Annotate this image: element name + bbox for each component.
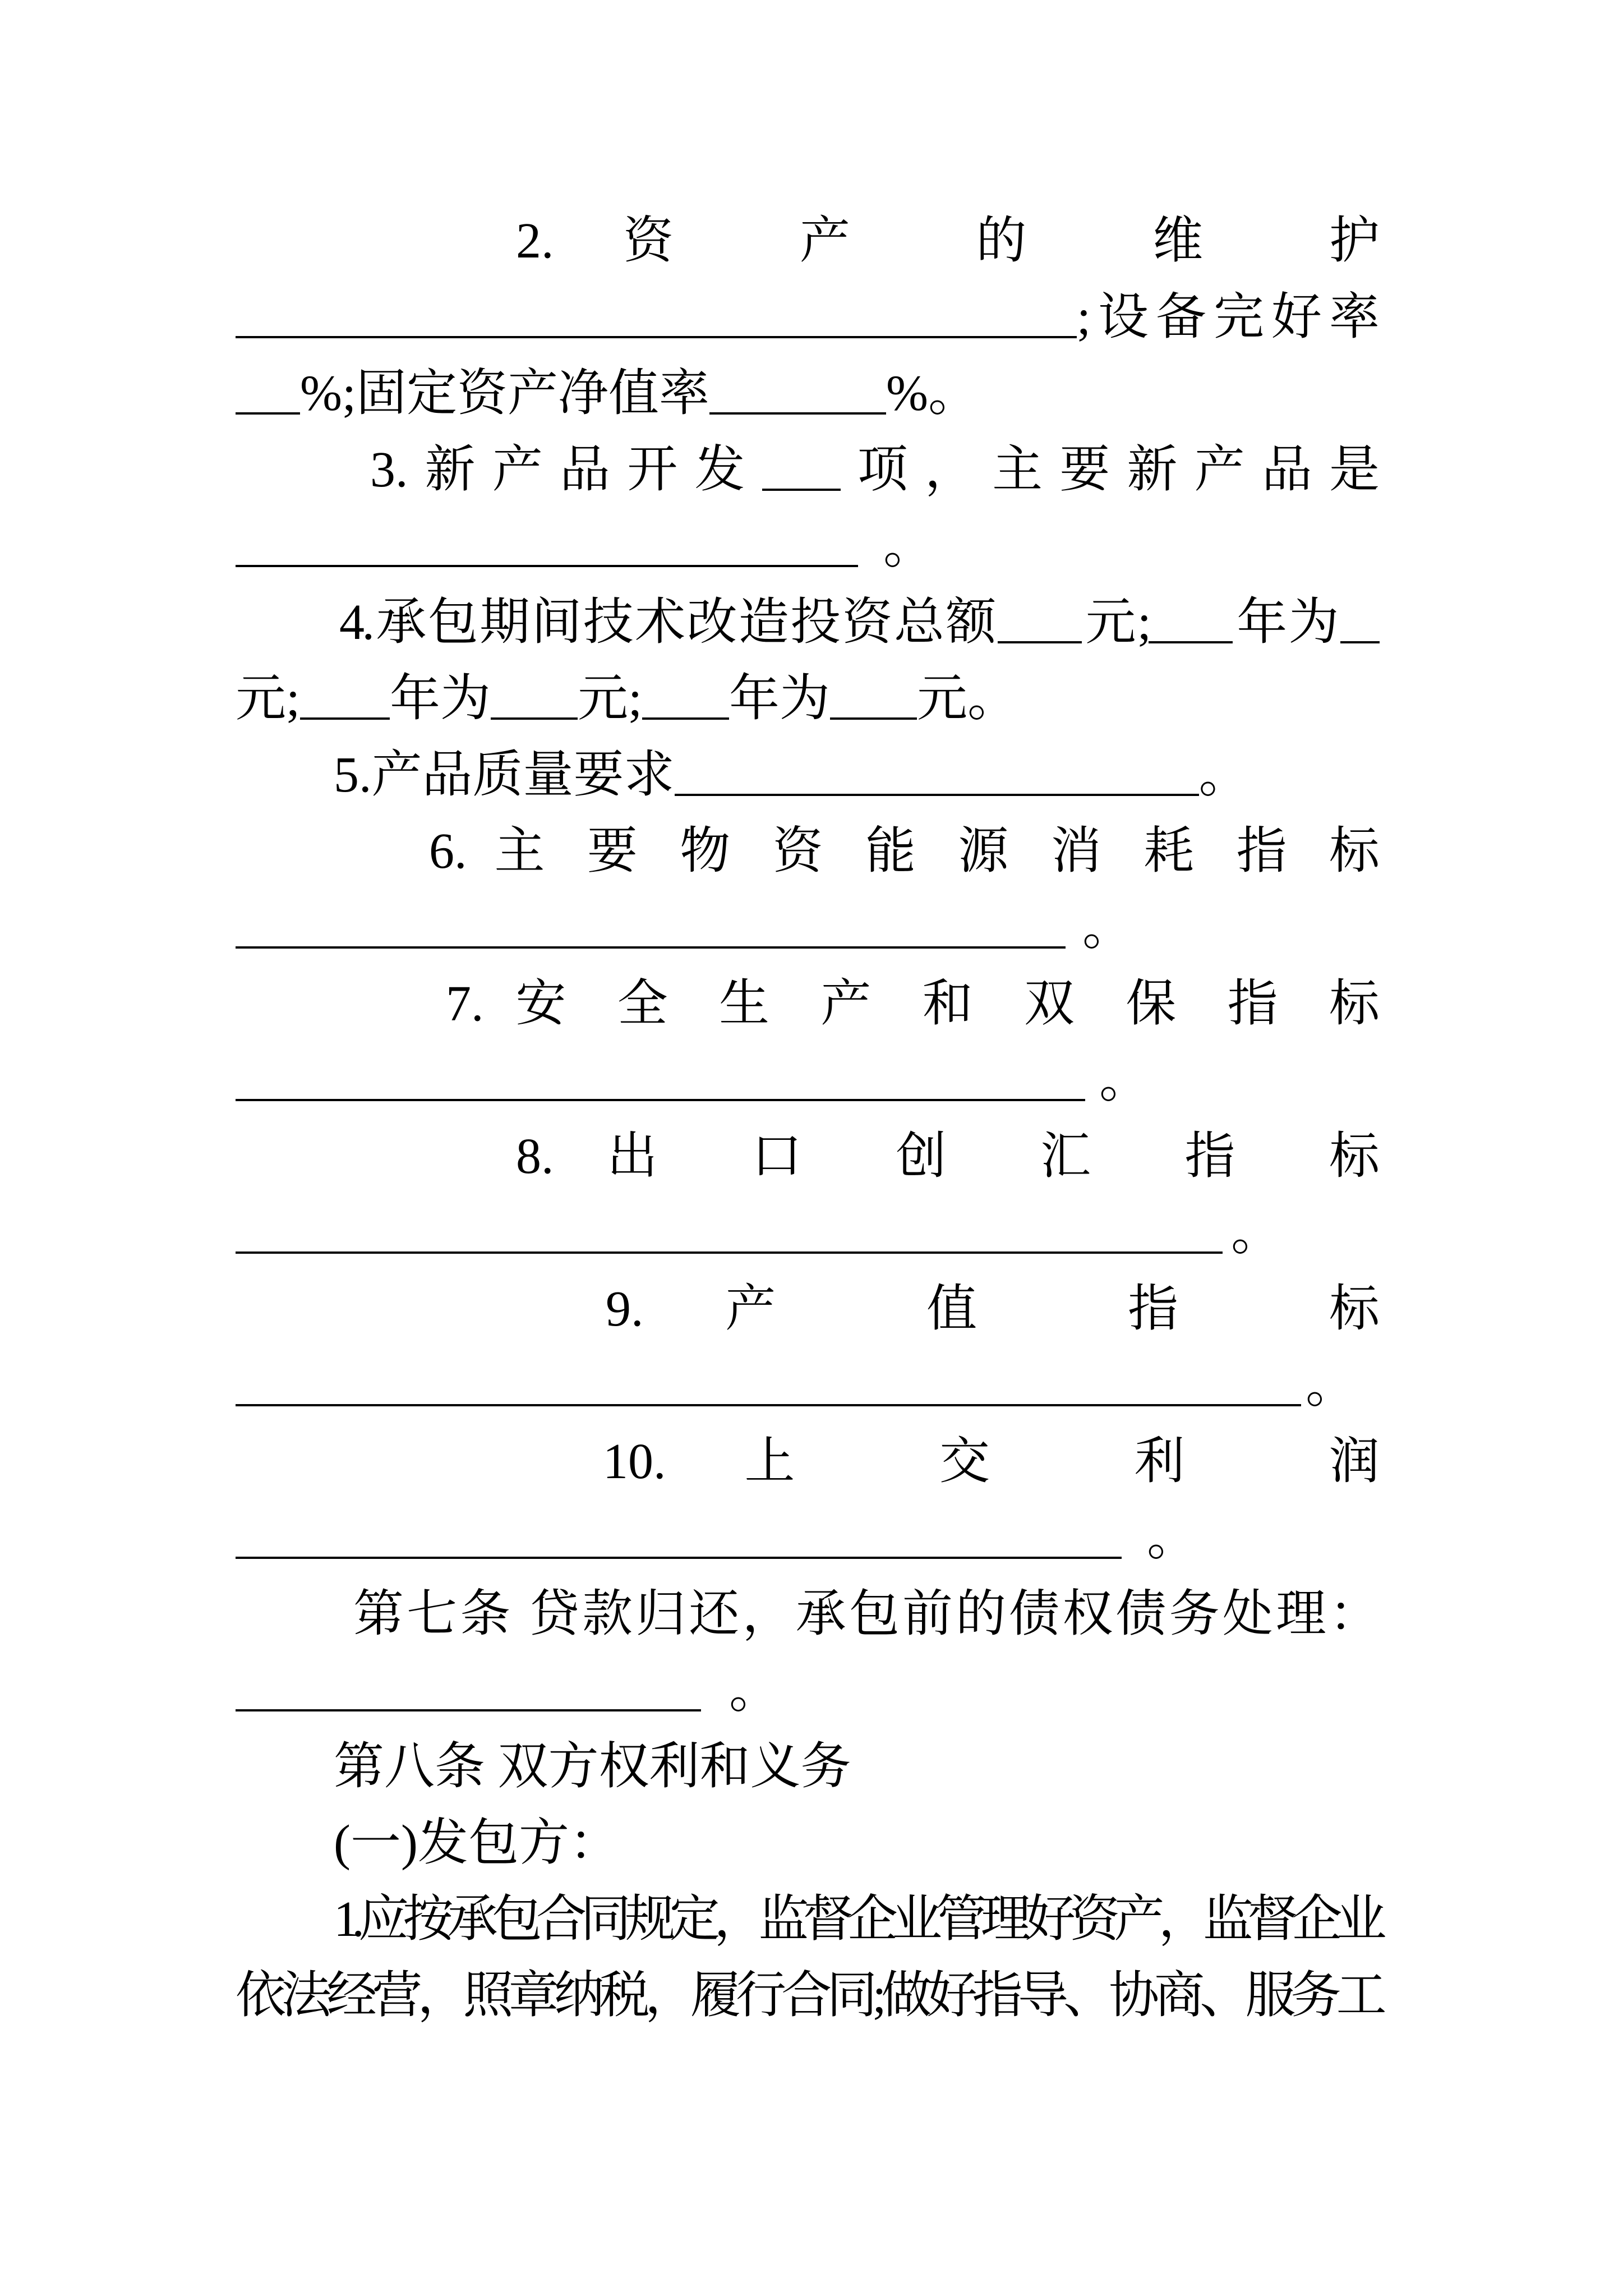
text-run: 元。 bbox=[917, 671, 1018, 726]
new-product-blank-line bbox=[236, 508, 1380, 585]
text-run: 项，主要新产品是 bbox=[840, 442, 1380, 498]
fill-in-blank bbox=[236, 1397, 1301, 1406]
item-8-export-title bbox=[236, 1119, 1380, 1195]
article-7-blank-line bbox=[236, 1653, 1380, 1729]
profit-blank-line bbox=[236, 1500, 1380, 1576]
text-run: 10. 上 交 利 润 bbox=[603, 1434, 1380, 1489]
fill-in-blank bbox=[236, 329, 1077, 338]
text-run: 年为 bbox=[729, 671, 831, 726]
text-run: 。 bbox=[1231, 1205, 1281, 1260]
party-a-duty-1-continuation bbox=[236, 1958, 1380, 2034]
text-run: 。 bbox=[729, 1663, 780, 1718]
item-7-safety-title bbox=[236, 966, 1380, 1042]
article-8-line bbox=[236, 1729, 1380, 1805]
fill-in-blank bbox=[236, 1550, 1122, 1559]
text-run: 。 bbox=[883, 518, 934, 574]
fill-in-blank bbox=[998, 634, 1082, 643]
fill-in-blank bbox=[762, 482, 841, 491]
text-run: 第七条 贷款归还，承包前的债权债务处理： bbox=[353, 1586, 1380, 1642]
spacer bbox=[858, 562, 883, 563]
fill-in-blank bbox=[1149, 634, 1233, 643]
text-run: 元; bbox=[1081, 595, 1149, 650]
item-2-asset-maintenance-title bbox=[236, 203, 1380, 279]
item-5-quality-line bbox=[236, 737, 1380, 813]
text-run: 8. 出 口 创 汇 指 标 bbox=[516, 1129, 1380, 1184]
fill-in-blank bbox=[300, 711, 390, 720]
asset-maintenance-blank-line bbox=[236, 279, 1380, 356]
party-a-duty-1-line bbox=[236, 1881, 1380, 1958]
text-run: 2. 资 产 的 维 护 bbox=[516, 213, 1380, 269]
fill-in-blank bbox=[1340, 634, 1380, 643]
equipment-rate-line bbox=[236, 356, 1380, 432]
text-run: ;设备完好率 bbox=[1077, 289, 1380, 345]
fill-in-blank bbox=[236, 1092, 1085, 1101]
item-9-output-title bbox=[236, 1271, 1380, 1347]
item-4-investment-line bbox=[236, 585, 1380, 661]
text-run: 年为 bbox=[1233, 595, 1341, 650]
text-run: 。 bbox=[1082, 900, 1133, 955]
text-run: 9. 产 值 指 标 bbox=[606, 1281, 1380, 1337]
spacer bbox=[1301, 1401, 1306, 1402]
text-run: 第八条 双方权利和义务 bbox=[334, 1739, 851, 1795]
investment-continuation-line bbox=[236, 661, 1380, 737]
text-run: 依法经营，照章纳税，履行合同;做好指导、协商、服务工 bbox=[236, 1968, 1380, 2023]
text-run: 。 bbox=[1198, 747, 1249, 803]
text-run: 元; bbox=[578, 671, 643, 726]
fill-in-blank bbox=[236, 940, 1066, 949]
text-run: 5.产品质量要求 bbox=[334, 747, 675, 803]
fill-in-blank bbox=[236, 406, 300, 415]
text-run: 1.应按承包合同规定，监督企业管理好资产，监督企业 bbox=[334, 1892, 1380, 1947]
output-blank-line bbox=[236, 1347, 1380, 1424]
text-run: 。 bbox=[1147, 1510, 1197, 1566]
item-3-new-product-line bbox=[236, 432, 1380, 508]
text-run: 3.新产品开发 bbox=[370, 442, 762, 498]
safety-blank-line bbox=[236, 1042, 1380, 1119]
item-10-profit-title bbox=[236, 1424, 1380, 1500]
party-a-heading bbox=[236, 1805, 1380, 1881]
fill-in-blank bbox=[236, 1703, 701, 1711]
text-run: %;固定资产净值率 bbox=[300, 366, 709, 421]
fill-in-blank bbox=[491, 711, 578, 720]
fill-in-blank bbox=[675, 787, 1199, 796]
text-run: 。 bbox=[1306, 1358, 1356, 1413]
export-blank-line bbox=[236, 1195, 1380, 1271]
text-run: 年为 bbox=[390, 671, 491, 726]
text-run: 7. 安 全 生 产 和 双 保 指 标 bbox=[446, 976, 1380, 1032]
text-run: (一)发包方： bbox=[334, 1815, 620, 1871]
fill-in-blank bbox=[236, 558, 858, 567]
fill-in-blank bbox=[642, 711, 729, 720]
energy-blank-line bbox=[236, 890, 1380, 966]
fill-in-blank bbox=[709, 406, 886, 415]
text-run: 。 bbox=[1099, 1052, 1150, 1108]
spacer bbox=[701, 1706, 729, 1707]
text-run: 6. 主 要 物 资 能 源 消 耗 指 标 bbox=[429, 823, 1380, 879]
text-run: %。 bbox=[886, 366, 979, 421]
text-run: 4.承包期间技术改造投资总额 bbox=[339, 595, 998, 650]
article-7-line bbox=[236, 1576, 1380, 1653]
item-6-energy-title bbox=[236, 813, 1380, 890]
fill-in-blank bbox=[236, 1245, 1223, 1254]
spacer bbox=[1085, 1096, 1099, 1097]
text-run: 元; bbox=[236, 671, 301, 726]
fill-in-blank bbox=[830, 711, 917, 720]
